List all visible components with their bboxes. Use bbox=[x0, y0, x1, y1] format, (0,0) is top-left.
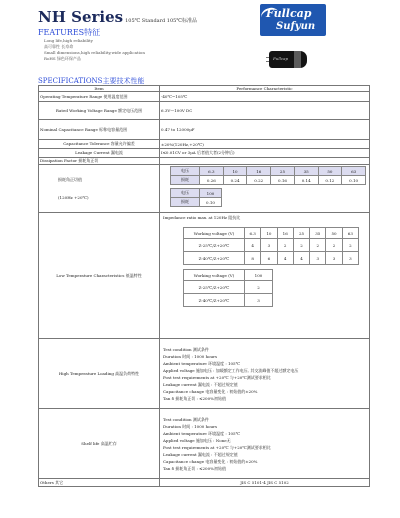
specifications-title: SPECIFICATIONS主要技术性能 bbox=[38, 77, 145, 85]
header-item: Item bbox=[39, 86, 160, 92]
low-temp-voltage: 63 bbox=[342, 228, 358, 239]
df-tan: 0.16 bbox=[271, 176, 295, 185]
shelf-life-line: Applied voltage 施加电压 : None无 bbox=[163, 437, 231, 443]
shelf-life-label: Shelf life 高温贮存 bbox=[39, 409, 160, 479]
df-tan: 0.12 bbox=[318, 176, 342, 185]
low-temp-voltage-row bbox=[184, 228, 359, 239]
specifications-table bbox=[38, 85, 370, 487]
df-extra-voltage-row bbox=[171, 189, 222, 198]
low-temp-voltage-label: Working voltage (V) bbox=[184, 228, 245, 239]
shelf-life-line: Capacitance change 电容量变化 : 初始值的±20% bbox=[163, 458, 258, 464]
low-temp-table-2 bbox=[183, 269, 273, 307]
row-value: 6.3V～100V DC bbox=[160, 102, 370, 120]
capacitor-band bbox=[294, 51, 301, 68]
df-extra-voltage-label: 电压 bbox=[171, 189, 200, 198]
low-temp-label: Low Temperature Characteristics 低温特性 bbox=[39, 213, 160, 339]
load-life-line: Tan δ 损耗角正切 : ≤200%初始值 bbox=[163, 395, 226, 401]
row-label: Leakage Current 漏电流 bbox=[39, 149, 160, 158]
df-voltage-row bbox=[171, 167, 366, 176]
low-temp-ratio-label: Z-40℃/Z+20℃ bbox=[184, 252, 245, 265]
row-value bbox=[160, 158, 370, 165]
low-temp-ratio: 2 bbox=[277, 239, 293, 252]
low-temp-ratio: 3 bbox=[261, 239, 277, 252]
df-voltage: 6.3 bbox=[200, 167, 224, 176]
row-label: Nominal Capacitance Range 标称电容量范围 bbox=[39, 120, 160, 140]
low-temp-voltage-label: Working voltage (V) bbox=[184, 270, 245, 281]
row-label: Capacitance Tolerance 容量允许偏差 bbox=[39, 140, 160, 149]
low-temp-voltage: 6.3 bbox=[245, 228, 261, 239]
df-tan-label: 损耗 bbox=[171, 176, 200, 185]
df-label: 损耗角正切值 bbox=[58, 177, 82, 182]
feature-item: Long life,high reliability bbox=[44, 38, 93, 43]
header-performance: Performance Characteristic bbox=[160, 86, 370, 92]
low-temp-voltage: 16 bbox=[277, 228, 293, 239]
df-tan-row bbox=[171, 176, 366, 185]
row-value: 0.47 to 12000μF bbox=[160, 120, 370, 140]
row-value: ±20%(120Hz,+20℃) bbox=[160, 140, 370, 149]
low-temp-ratio: 3 bbox=[310, 252, 326, 265]
load-life-line: Test condition 测试条件 bbox=[163, 346, 209, 352]
load-life-line: Capacitance change 电容量变化 : 初始值的±20% bbox=[163, 388, 258, 394]
low-temp-ratio: 8 bbox=[245, 252, 261, 265]
df-cell bbox=[160, 165, 370, 213]
low-temp-ratio: 2 bbox=[310, 239, 326, 252]
logo-subtitle: Sufyun bbox=[276, 21, 316, 32]
low-temp-ratio: 2 bbox=[293, 239, 309, 252]
low-temp-ratio: 2 bbox=[342, 239, 358, 252]
df-voltage: 50 bbox=[318, 167, 342, 176]
df-extra-table bbox=[170, 188, 222, 207]
low-temp-ratio-label: Z-25℃/Z+20℃ bbox=[184, 239, 245, 252]
load-life-cell bbox=[160, 339, 370, 409]
df-tan: 0.14 bbox=[294, 176, 318, 185]
df-extra-tan-label: 损耗 bbox=[171, 198, 200, 207]
df-tan: 0.22 bbox=[247, 176, 271, 185]
low-temp-ratio-label: Z-40℃/Z+20℃ bbox=[184, 294, 245, 307]
load-life-line: Applied voltage 施加电压 : 加载额定工作电压, 其交流峰值不超过额定电压 bbox=[163, 367, 299, 373]
df-voltage: 16 bbox=[247, 167, 271, 176]
shelf-life-line: Post test requirements at +20℃ 与+20℃测试要求相比 bbox=[163, 444, 271, 450]
load-life-line: Post test requirements at +20℃ 与+20℃测试要求相比 bbox=[163, 374, 271, 380]
row-label: Operating Temperature Range 使用温度范围 bbox=[39, 92, 160, 102]
others-label: Others 其它 bbox=[39, 479, 160, 487]
df-voltage: 25 bbox=[271, 167, 295, 176]
row-label: Dissipation Factor 损耗角正切 bbox=[39, 158, 160, 165]
df-voltage-label: 电压 bbox=[171, 167, 200, 176]
df-voltage: 10 bbox=[223, 167, 247, 176]
low-temp-voltage: 10 bbox=[261, 228, 277, 239]
capacitor-image bbox=[266, 48, 308, 70]
load-life-line: Leakage current 漏电流 : 不超过规定值 bbox=[163, 381, 238, 387]
df-freq: (120Hz +20℃) bbox=[58, 195, 89, 200]
shelf-life-line: Duration 时间 : 1000 hours bbox=[163, 423, 218, 429]
low-temp-cell bbox=[160, 213, 370, 339]
low-temp-voltage: 35 bbox=[310, 228, 326, 239]
logo-brand: Fullcap bbox=[266, 7, 312, 20]
low-temp-ratio: 3 bbox=[342, 252, 358, 265]
shelf-life-line: Tan δ 损耗角正切 : ≤200%初始值 bbox=[163, 465, 226, 471]
feature-item: 高可靠性 长寿命 bbox=[44, 44, 74, 49]
table-row bbox=[39, 140, 370, 149]
load-life-line: Duration 时间 : 1000 hours bbox=[163, 353, 218, 359]
df-voltage: 35 bbox=[294, 167, 318, 176]
shelf-life-line: Leakage current 漏电流 : 不超过规定值 bbox=[163, 451, 238, 457]
low-temp-note: Impedance ratio max. at 120Hz 阻抗比 bbox=[163, 215, 241, 220]
low-temp-ratio: 2 bbox=[245, 281, 273, 294]
shelf-life-line: Test condition 测试条件 bbox=[163, 416, 209, 422]
table-row bbox=[39, 92, 370, 102]
low-temp-ratio: 3 bbox=[326, 252, 342, 265]
low-temp-ratio: 4 bbox=[245, 239, 261, 252]
table-row bbox=[39, 120, 370, 140]
others-value: JIS C 5101-4 JIS C 5102 bbox=[160, 479, 370, 487]
low-temp-voltage: 25 bbox=[293, 228, 309, 239]
low-temp-row bbox=[39, 213, 370, 339]
low-temp-voltage-row bbox=[184, 270, 273, 281]
low-temp-table bbox=[183, 227, 359, 265]
low-temp-ratio-row bbox=[184, 281, 273, 294]
series-title: NH Series 105℃ Standard 105℃标准品 bbox=[38, 8, 197, 26]
df-tan: 0.24 bbox=[223, 176, 247, 185]
features-list bbox=[44, 38, 145, 62]
feature-item: Small dimensions,high reliability,wide application bbox=[44, 50, 145, 55]
others-row bbox=[39, 479, 370, 487]
df-row bbox=[39, 165, 370, 213]
low-temp-ratio-label: Z-25℃/Z+20℃ bbox=[184, 281, 245, 294]
load-life-line: Ambient temperature 环境温度 : 105℃ bbox=[163, 360, 241, 366]
low-temp-ratio-row bbox=[184, 239, 359, 252]
capacitor-print: Fullcap bbox=[273, 56, 289, 61]
low-temp-ratio-row bbox=[184, 252, 359, 265]
series-subtitle: 105℃ Standard 105℃标准品 bbox=[125, 18, 197, 24]
df-label-cell bbox=[39, 165, 160, 213]
df-tan: 0.10 bbox=[342, 176, 366, 185]
shelf-life-line: Ambient temperature 环境温度 : 105℃ bbox=[163, 430, 241, 436]
table-row bbox=[39, 102, 370, 120]
shelf-life-row bbox=[39, 409, 370, 479]
shelf-life-cell bbox=[160, 409, 370, 479]
row-label: Rated Working Voltage Range 额定电压范围 bbox=[39, 102, 160, 120]
brand-logo bbox=[260, 4, 326, 36]
low-temp-ratio-row bbox=[184, 294, 273, 307]
low-temp-voltage: 100 bbox=[245, 270, 273, 281]
low-temp-ratio: 6 bbox=[261, 252, 277, 265]
df-extra-voltage: 100 bbox=[200, 189, 222, 198]
page-header bbox=[38, 8, 378, 68]
features-title: FEATURES特征 bbox=[38, 28, 101, 37]
low-temp-ratio: 3 bbox=[245, 294, 273, 307]
low-temp-ratio: 2 bbox=[326, 239, 342, 252]
df-voltage: 63 bbox=[342, 167, 366, 176]
load-life-row bbox=[39, 339, 370, 409]
feature-item: RoHS 绿色环保产品 bbox=[44, 56, 81, 61]
load-life-label: High Temperature Loading 高温负荷特性 bbox=[39, 339, 160, 409]
df-table bbox=[170, 166, 366, 185]
df-tan: 0.26 bbox=[200, 176, 224, 185]
df-extra-tan-row bbox=[171, 198, 222, 207]
low-temp-ratio: 4 bbox=[293, 252, 309, 265]
df-extra-tan: 0.10 bbox=[200, 198, 222, 207]
low-temp-ratio: 4 bbox=[277, 252, 293, 265]
table-row bbox=[39, 158, 370, 165]
low-temp-voltage: 50 bbox=[326, 228, 342, 239]
row-value: I≤0.01CV or 3μA 后者值大者(2分钟后) bbox=[160, 149, 370, 158]
row-value: -40℃~105℃ bbox=[160, 92, 370, 102]
table-row bbox=[39, 149, 370, 158]
